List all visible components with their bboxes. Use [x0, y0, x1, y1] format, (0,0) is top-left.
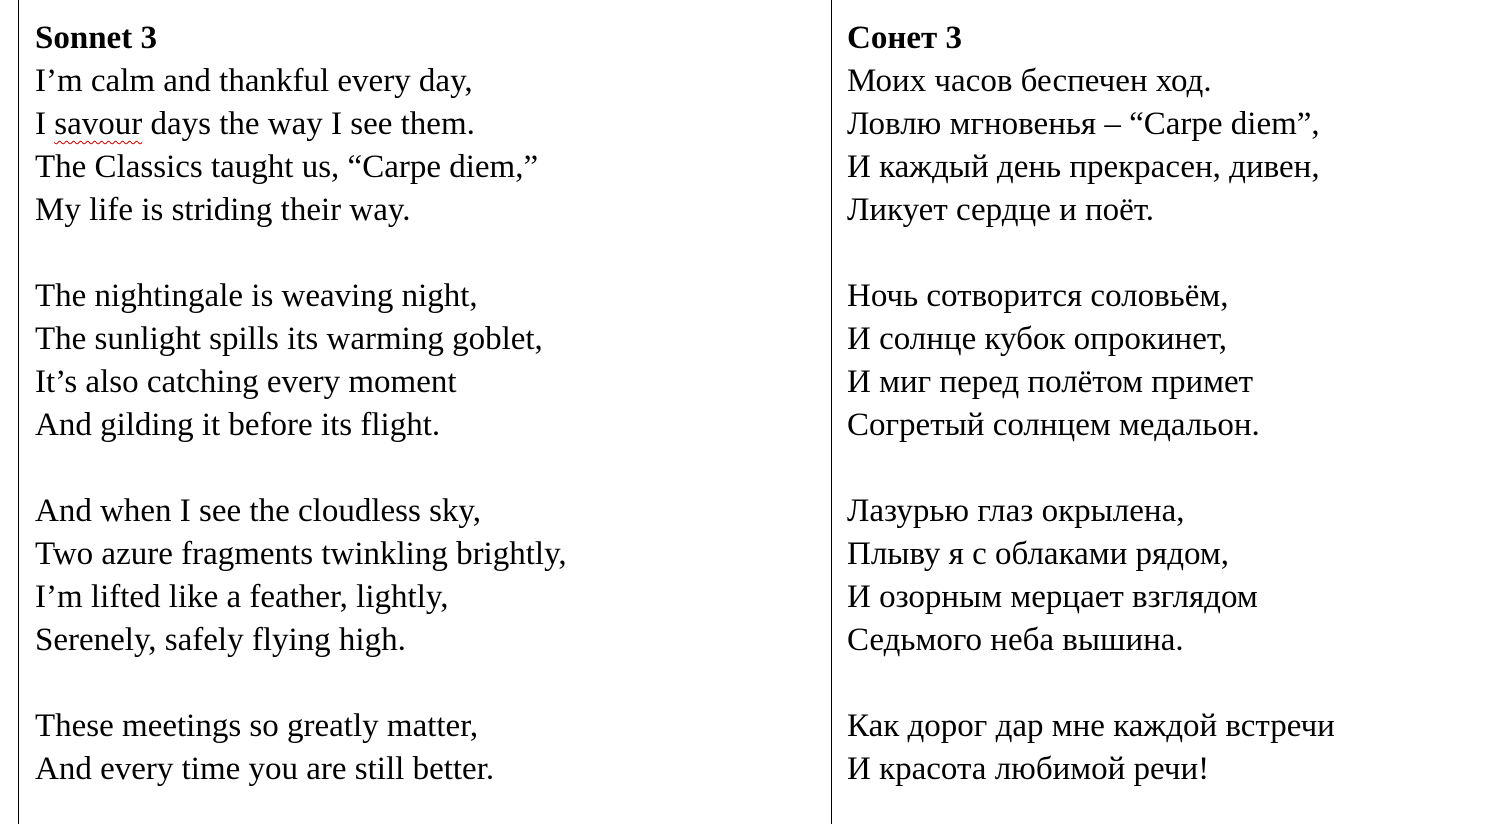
english-line-5: The nightingale is weaving night, [35, 278, 478, 314]
english-line-1: I’m calm and thankful every day, [35, 63, 473, 99]
russian-column [847, 17, 1477, 791]
english-line-12: Serenely, safely flying high. [35, 622, 406, 658]
russian-line-9: Лазурью глаз окрылена, [847, 493, 1185, 529]
english-line-13: These meetings so greatly matter, [35, 708, 479, 744]
russian-title: Сонет 3 [847, 20, 962, 56]
english-line-8: And gilding it before its flight. [35, 407, 441, 443]
russian-line-7: И миг перед полётом примет [847, 364, 1254, 400]
russian-line-8: Согретый солнцем медальон. [847, 407, 1260, 443]
russian-stanza-4 [847, 705, 1477, 791]
english-line-4: My life is striding their way. [35, 192, 411, 228]
english-title: Sonnet 3 [35, 20, 157, 56]
english-stanza-4 [35, 705, 815, 791]
english-line-9: And when I see the cloudless sky, [35, 493, 482, 529]
english-line-2-end: days the way I see them. [142, 106, 475, 142]
english-line-7: It’s also catching every moment [35, 364, 457, 400]
russian-line-1: Моих часов беспечен ход. [847, 63, 1212, 99]
russian-line-2: Ловлю мгновенья – “Carpe diem”, [847, 106, 1320, 142]
russian-line-4: Ликует сердце и поёт. [847, 192, 1155, 228]
russian-line-6: И солнце кубок опрокинет, [847, 321, 1228, 357]
english-line-2 [35, 103, 815, 146]
english-line-10: Two azure fragments twinkling brightly, [35, 536, 567, 572]
russian-line-5: Ночь сотворится соловьём, [847, 278, 1229, 314]
russian-line-13: Как дорог дар мне каждой встречи [847, 708, 1335, 744]
russian-line-10: Плыву я с облаками рядом, [847, 536, 1230, 572]
english-line-6: The sunlight spills its warming goblet, [35, 321, 543, 357]
english-stanza-2 [35, 275, 815, 447]
table-left-border [18, 0, 19, 824]
spellcheck-word-savour: savour [54, 106, 143, 142]
english-line-14: And every time you are still better. [35, 751, 495, 787]
english-line-3: The Classics taught us, “Carpe diem,” [35, 149, 539, 185]
russian-line-12: Седьмого неба вышина. [847, 622, 1184, 658]
russian-line-3: И каждый день прекрасен, дивен, [847, 149, 1320, 185]
english-column [35, 17, 815, 791]
english-stanza-3 [35, 490, 815, 662]
english-line-11: I’m lifted like a feather, lightly, [35, 579, 449, 615]
russian-line-11: И озорным мерцает взглядом [847, 579, 1258, 615]
russian-stanza-3 [847, 490, 1477, 662]
russian-line-14: И красота любимой речи! [847, 751, 1210, 787]
english-stanza-1 [35, 60, 815, 232]
russian-stanza-1 [847, 60, 1477, 232]
table-column-divider [831, 0, 832, 824]
english-line-2-start: I [35, 106, 55, 142]
russian-stanza-2 [847, 275, 1477, 447]
